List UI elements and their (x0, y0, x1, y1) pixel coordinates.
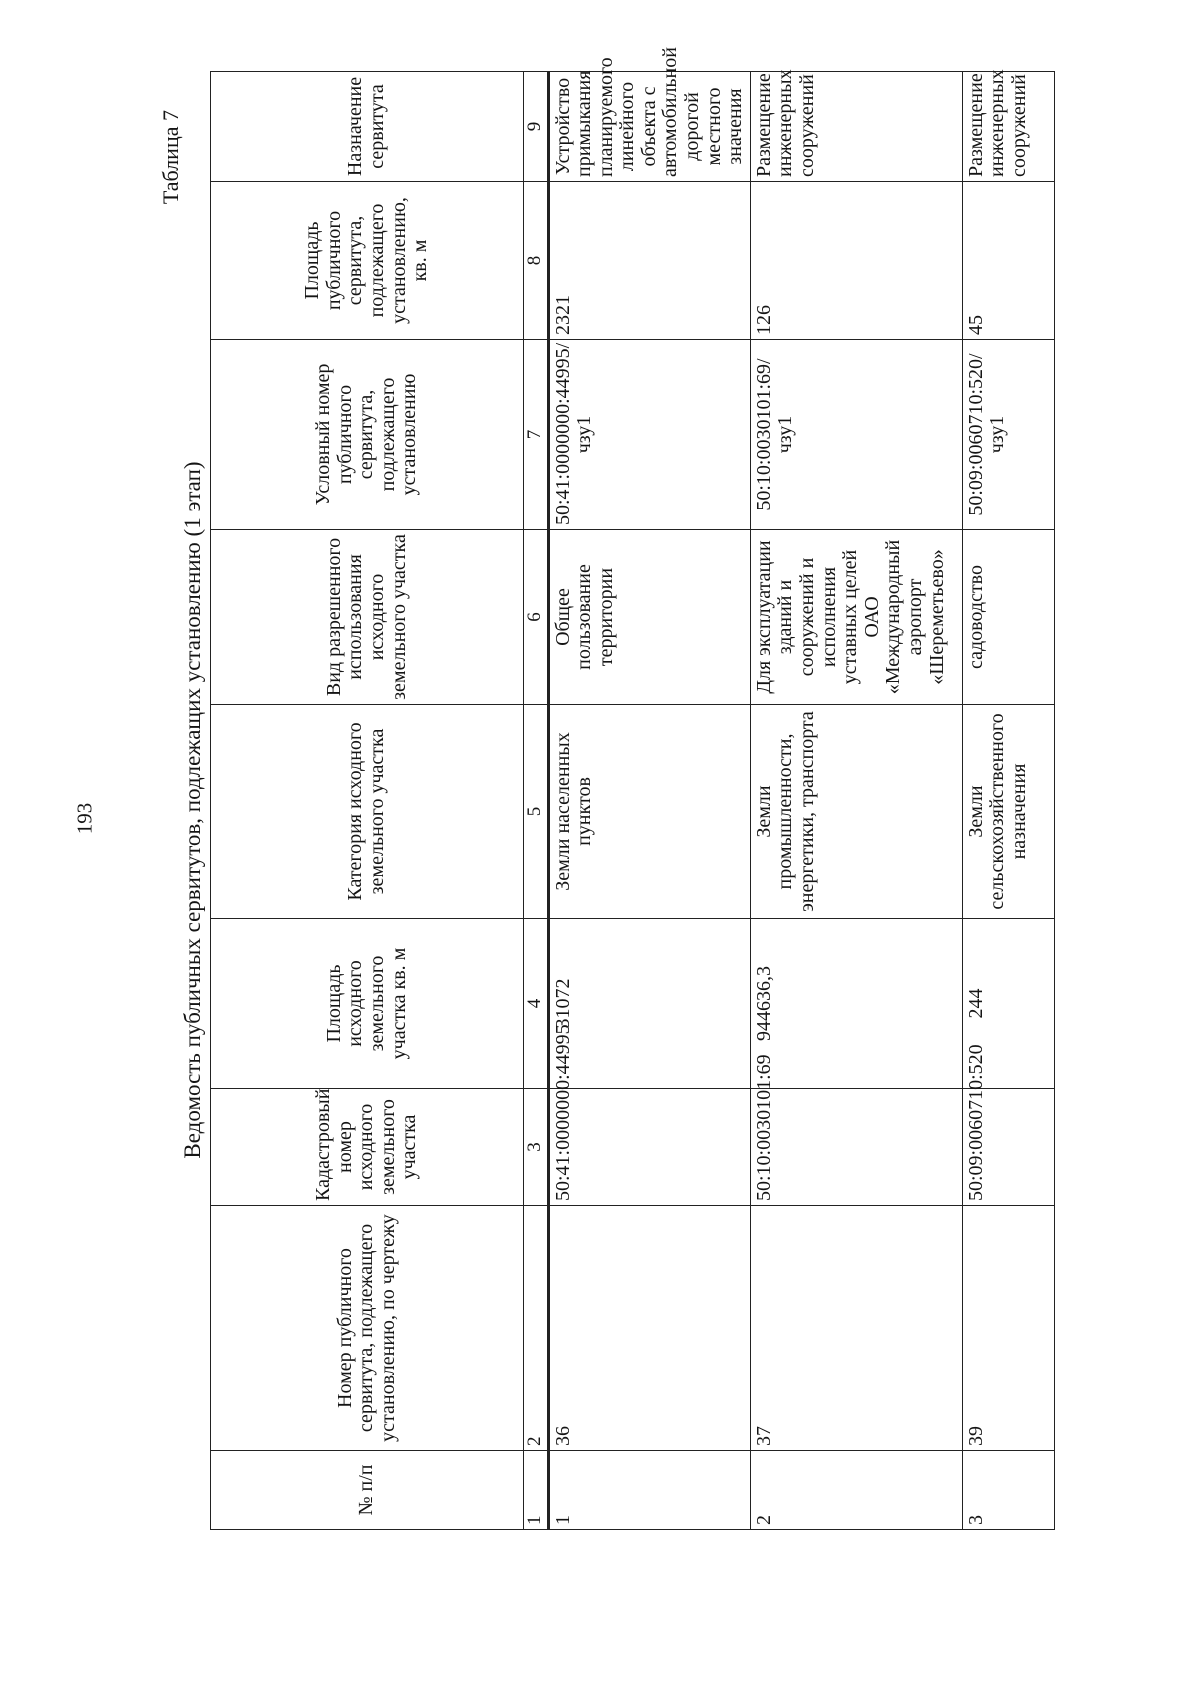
header-row (211, 72, 524, 1530)
column-number: 5 (524, 705, 549, 919)
header-cell: Площадь публичного сервитута, подлежащего установлению, кв. м (211, 182, 524, 340)
cell-permitted-use: садоводство (962, 530, 1054, 705)
cell-servitude-area: 126 (750, 182, 962, 340)
column-number: 3 (524, 1089, 549, 1206)
column-number: 1 (524, 1451, 549, 1530)
column-number-row (524, 72, 549, 1530)
column-number: 4 (524, 919, 549, 1089)
cell-index: 2 (750, 1451, 962, 1530)
cell-permitted-use: Общее пользование территории (548, 530, 750, 705)
table-caption: Таблица 7 (158, 110, 183, 205)
header-cell: Номер публичного сервитута, подлежащего установлению, по чертежу (211, 1206, 524, 1451)
cell-conditional-number: 50:09:0060710:520/чзу1 (962, 340, 1054, 530)
column-number: 2 (524, 1206, 549, 1451)
cell-conditional-number: 50:41:0000000:44995/чзу1 (548, 340, 750, 530)
cell-servitude-area: 2321 (548, 182, 750, 340)
header-cell: Назначение сервитута (211, 72, 524, 182)
rotated-sheet (150, 47, 1080, 1540)
header-cell: Категория исходного земельного участка (211, 705, 524, 919)
header-cell: Площадь исходного земельного участка кв. м (211, 919, 524, 1089)
column-number: 9 (524, 72, 549, 182)
header-cell: Кадастровый номер исходного земельного участка (211, 1089, 524, 1206)
table-row (548, 72, 750, 1530)
cell-index: 3 (962, 1451, 1054, 1530)
header-cell: Условный номер публичного сервитута, подлежащего установлению (211, 340, 524, 530)
column-number: 6 (524, 530, 549, 705)
column-number: 8 (524, 182, 549, 340)
cell-cadastral-number: 50:10:0030101:69 (750, 1089, 962, 1206)
table-row (962, 72, 1054, 1530)
header-cell: № п/п (211, 1451, 524, 1530)
cell-purpose: Размещение инженерных сооружений (750, 72, 962, 182)
cell-cadastral-number: 50:41:0000000:44995 (548, 1089, 750, 1206)
cell-category: Земли населенных пунктов (548, 705, 750, 919)
cell-category: Земли промышленности, энергетики, транспорта (750, 705, 962, 919)
servitude-table (210, 47, 1055, 1530)
column-number: 7 (524, 340, 549, 530)
cell-area: 944636,3 (750, 919, 962, 1089)
cell-purpose: Размещение инженерных сооружений (962, 72, 1054, 182)
cell-servitude-number: 37 (750, 1206, 962, 1451)
cell-area: 31072 (548, 919, 750, 1089)
cell-index: 1 (548, 1451, 750, 1530)
page-number: 193 (72, 802, 97, 835)
document-title: Ведомость публичных сервитутов, подлежащих установлению (1 этап) (180, 461, 205, 1159)
cell-permitted-use: Для эксплуатации зданий и сооружений и исполнения уставных целей ОАО «Международный аэропорт «Шереметьево» (750, 530, 962, 705)
table-row (750, 72, 962, 1530)
cell-conditional-number: 50:10:0030101:69/чзу1 (750, 340, 962, 530)
cell-servitude-number: 36 (548, 1206, 750, 1451)
header-cell: Вид разрешенного использования исходного земельного участка (211, 530, 524, 705)
cell-purpose: Устройство примыкания планируемого линейного объекта с автомобильной дорогой местного значения (548, 72, 750, 182)
cell-area: 244 (962, 919, 1054, 1089)
cell-cadastral-number: 50:09:0060710:520 (962, 1089, 1054, 1206)
cell-category: Земли сельскохозяйственного назначения (962, 705, 1054, 919)
cell-servitude-area: 45 (962, 182, 1054, 340)
cell-servitude-number: 39 (962, 1206, 1054, 1451)
